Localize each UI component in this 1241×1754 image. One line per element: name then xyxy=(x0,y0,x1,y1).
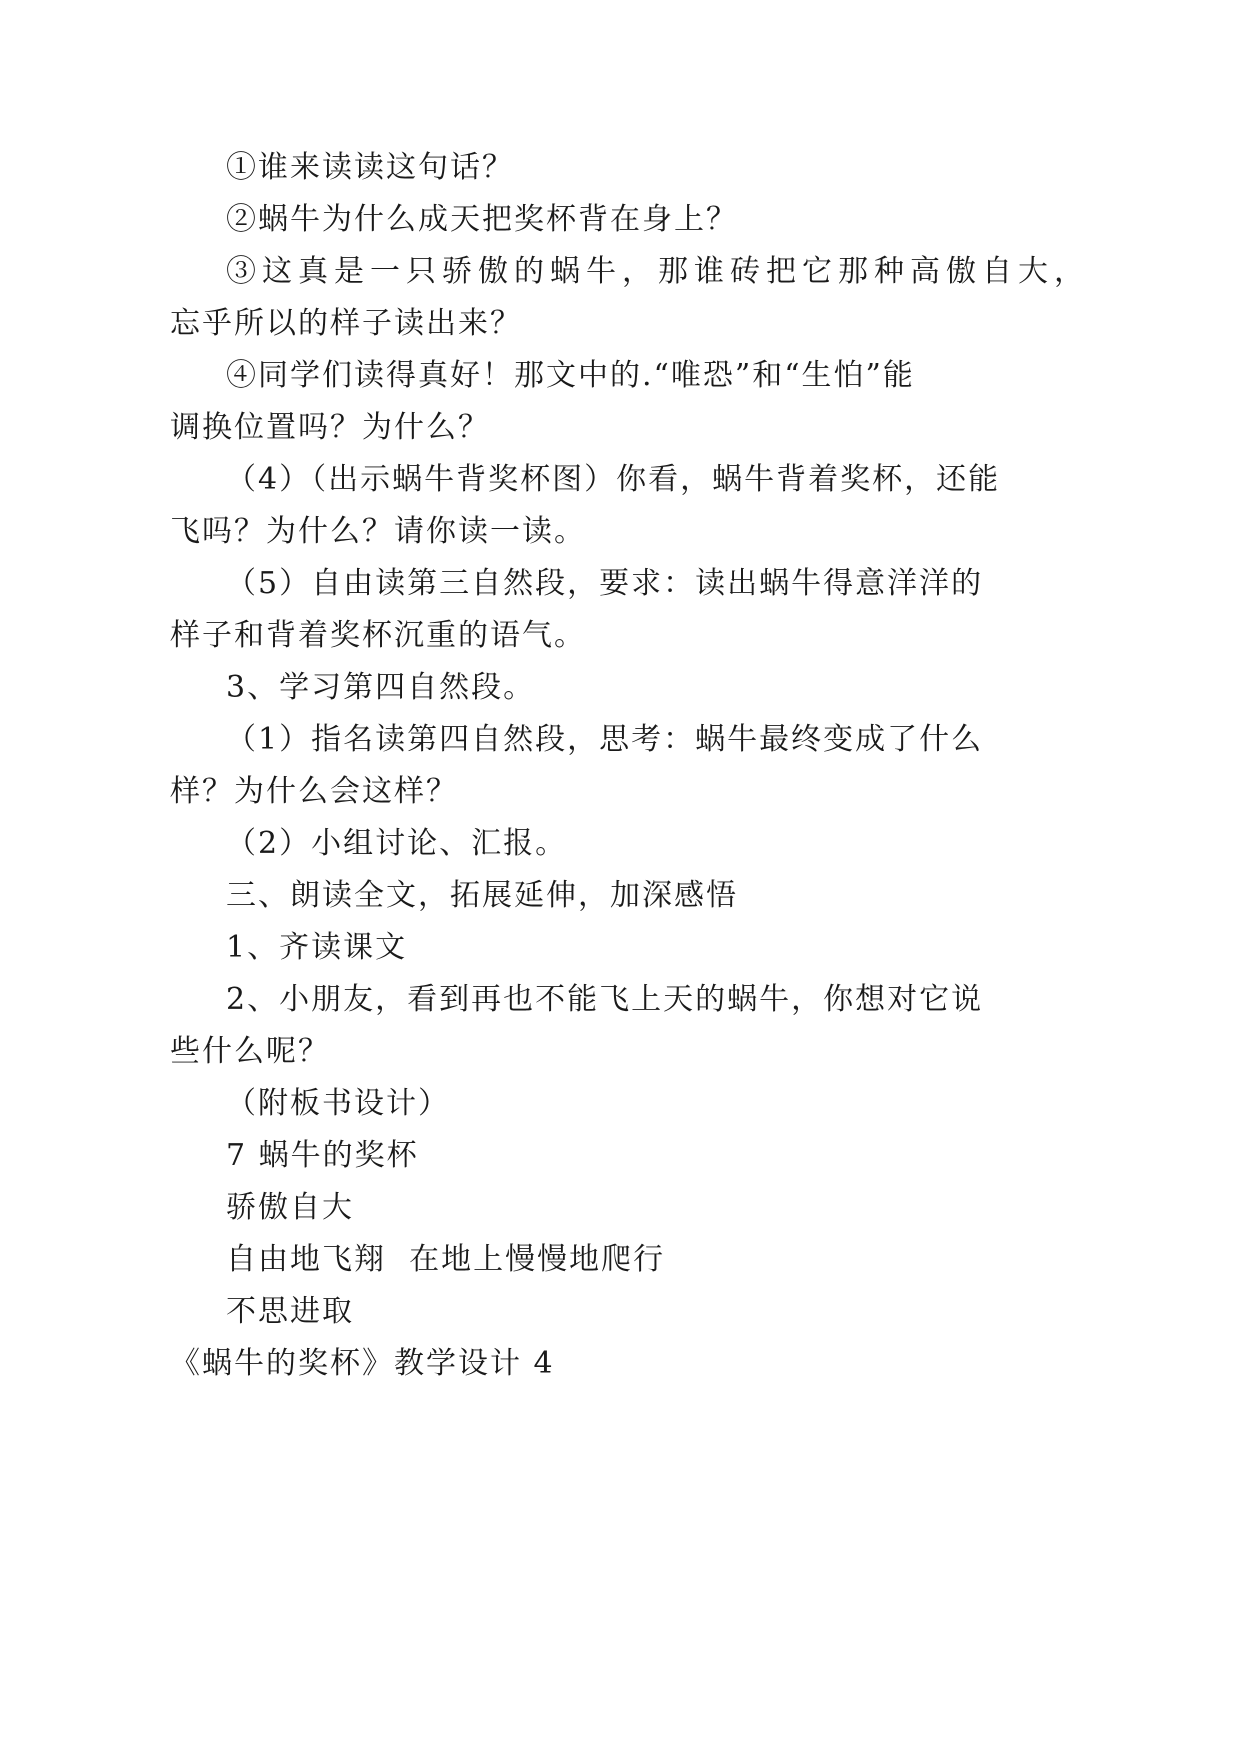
text-line-20: 7 蜗牛的奖杯 xyxy=(226,1138,419,1173)
text-line-21: 骄傲自大 xyxy=(226,1190,354,1225)
text-line-3: ③这真是一只骄傲的蜗牛，那谁砖把它那种高傲自大， xyxy=(226,254,1090,289)
text-line-16: 1、齐读课文 xyxy=(226,930,408,965)
text-line-4: 忘乎所以的样子读出来？ xyxy=(170,306,522,341)
text-line-13: 样？为什么会这样？ xyxy=(170,774,458,809)
document-title-line: 《蜗牛的奖杯》教学设计 4 xyxy=(170,1346,555,1381)
text-line-2: ②蜗牛为什么成天把奖杯背在身上？ xyxy=(226,202,738,237)
text-line-5: ④同学们读得真好！那文中的.“唯恐”和“生怕”能 xyxy=(226,358,915,393)
text-line-7: （4）（出示蜗牛背奖杯图）你看，蜗牛背着奖杯，还能 xyxy=(226,462,1001,497)
text-line-8: 飞吗？为什么？请你读一读。 xyxy=(170,514,586,549)
text-line-17: 2、小朋友，看到再也不能飞上天的蜗牛，你想对它说 xyxy=(226,982,984,1017)
text-line-22: 自由地飞翔 在地上慢慢地爬行 xyxy=(226,1242,666,1277)
text-line-1: ①谁来读读这句话？ xyxy=(226,150,514,185)
text-line-9: （5）自由读第三自然段，要求：读出蜗牛得意洋洋的 xyxy=(226,566,984,601)
text-line-18: 些什么呢？ xyxy=(170,1034,330,1069)
text-line-15: 三、朗读全文，拓展延伸，加深感悟 xyxy=(226,878,738,913)
text-line-23: 不思进取 xyxy=(226,1294,354,1329)
text-line-6: 调换位置吗？为什么？ xyxy=(170,410,490,445)
text-line-10: 样子和背着奖杯沉重的语气。 xyxy=(170,618,586,653)
text-line-11: 3、学习第四自然段。 xyxy=(226,670,536,705)
text-line-14: （2）小组讨论、汇报。 xyxy=(226,826,568,861)
text-line-12: （1）指名读第四自然段，思考：蜗牛最终变成了什么 xyxy=(226,722,984,757)
text-line-19: （附板书设计） xyxy=(226,1086,450,1121)
